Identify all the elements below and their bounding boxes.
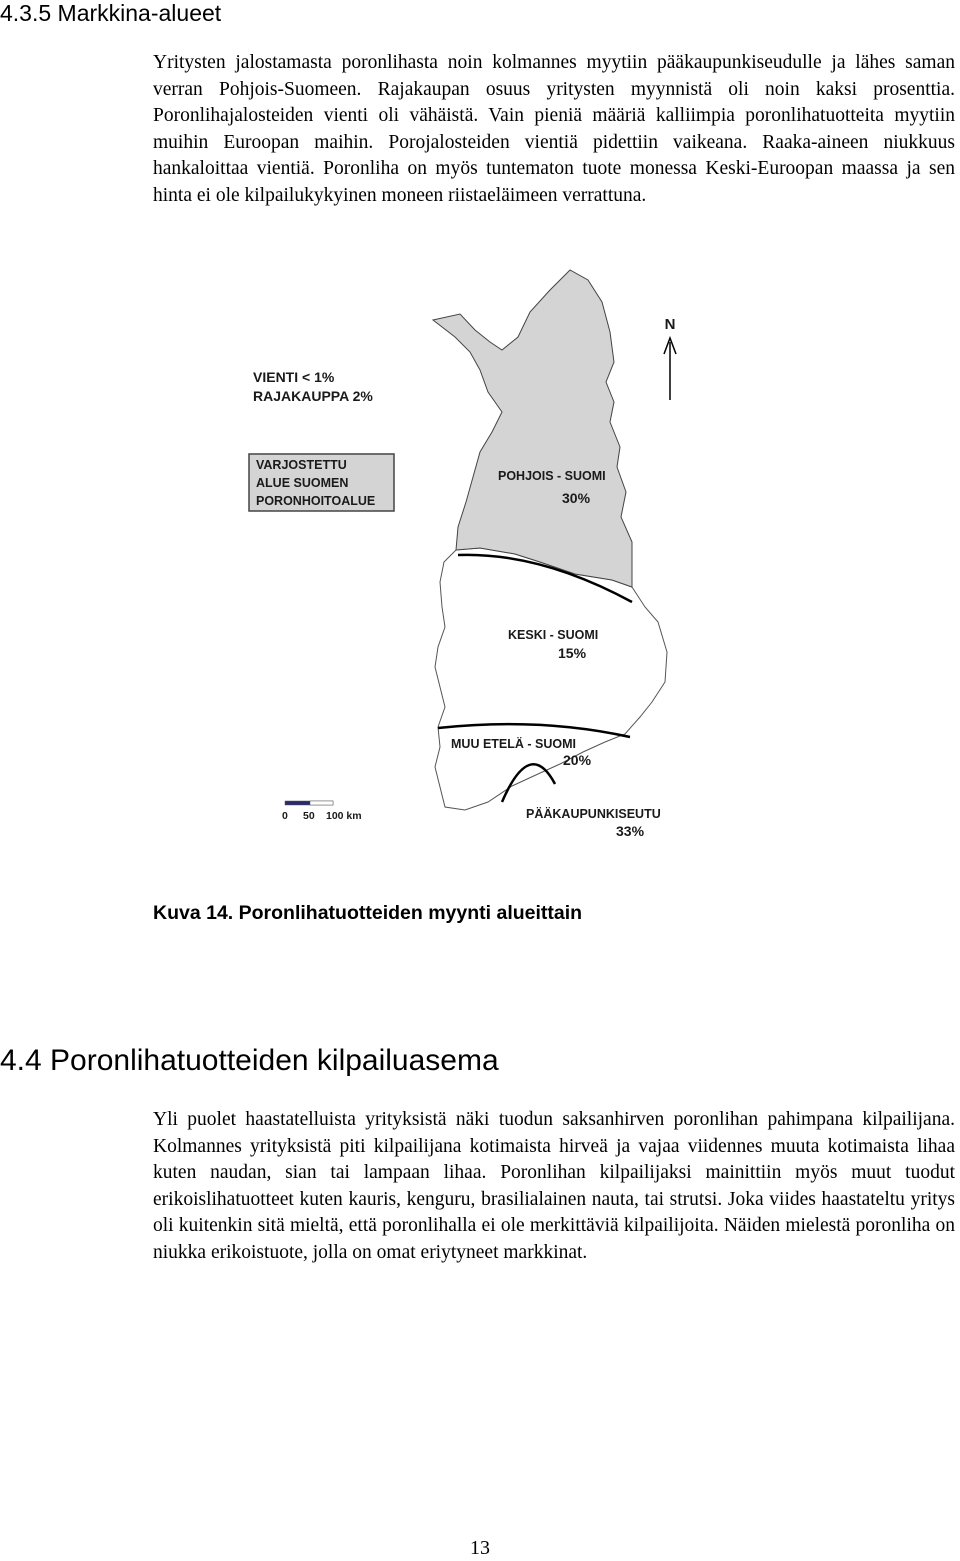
section-heading-kilpailuasema: 4.4 Poronlihatuotteiden kilpailuasema — [0, 1044, 499, 1077]
figure-caption: Kuva 14. Poronlihatuotteiden myynti alueittain — [153, 902, 583, 924]
legend-line-2: ALUE SUOMEN — [256, 476, 349, 490]
region-share-north: 30% — [562, 490, 591, 506]
reindeer-herding-area — [433, 270, 632, 587]
north-label: N — [664, 316, 676, 333]
scale-label-50: 50 — [303, 810, 315, 822]
export-label: VIENTI < 1% — [253, 369, 335, 385]
region-share-south: 20% — [563, 752, 592, 768]
scale-label-0: 0 — [282, 810, 288, 822]
region-label-capital: PÄÄKAUPUNKISEUTU — [526, 807, 661, 821]
paragraph-markkina-alueet: Yritysten jalostamasta poronlihasta noin kolmannes myytiin pääkaupunkiseudulle ja lähes saman verran Pohjois-Suomeen. Rajakaupan osuus yritysten myynnistä oli noin kaksi prosenttia. Poronlihajalosteiden vienti oli vähäistä. Vain pieniä määriä kalliimpia poronlihatuotteita myytiin muihin Euroopan maihin. Porojalosteiden vientiä pidettiin vaikeana. Raaka-aineen niukkuus hankaloittaa vientiä. Poronliha on myös tuntematon tuote monessa Keski-Euroopan maassa ja sen hinta ei ole kilpailukykyinen moneen riistaeläimeen verrattuna. — [153, 52, 955, 206]
region-share-capital: 33% — [616, 823, 645, 839]
page-number: 13 — [470, 1537, 490, 1559]
region-label-south: MUU ETELÄ - SUOMI — [451, 737, 576, 751]
legend-line-1: VARJOSTETTU — [256, 458, 347, 472]
border-trade-label: RAJAKAUPPA 2% — [253, 388, 373, 404]
region-label-middle: KESKI - SUOMI — [508, 628, 599, 642]
paragraph-kilpailuasema: Yli puolet haastatelluista yrityksistä näki tuodun saksanhirven poronlihan pahimpana kilpailijana. Kolmannes yrityksistä piti kilpailijana kotimaista hirveä ja vajaa viidennes muuta kotimaista lihaa kuten naudan, sian tai lampaan lihaa. Poronlihan kilpailijaksi mainittiin myös muut tuodut erikoislihatuotteet kuten kauris, kenguru, brasilialainen nauta, tai strutsi. Joka viides haastateltu yritys oli kuitenkin sitä mieltä, että poronlihalla ei ole merkittäviä kilpailijoita. Näiden mielestä poronliha on niukka erikoistuote, jolla on omat eriytyneet markkinat. — [153, 1109, 955, 1263]
scale-label-100: 100 km — [326, 810, 362, 822]
region-label-north: POHJOIS - SUOMI — [498, 469, 606, 483]
section-heading-markkina-alueet: 4.3.5 Markkina-alueet — [0, 0, 222, 26]
region-share-middle: 15% — [558, 645, 587, 661]
legend-line-3: PORONHOITOALUE — [256, 494, 376, 508]
finland-sales-map — [240, 262, 700, 862]
